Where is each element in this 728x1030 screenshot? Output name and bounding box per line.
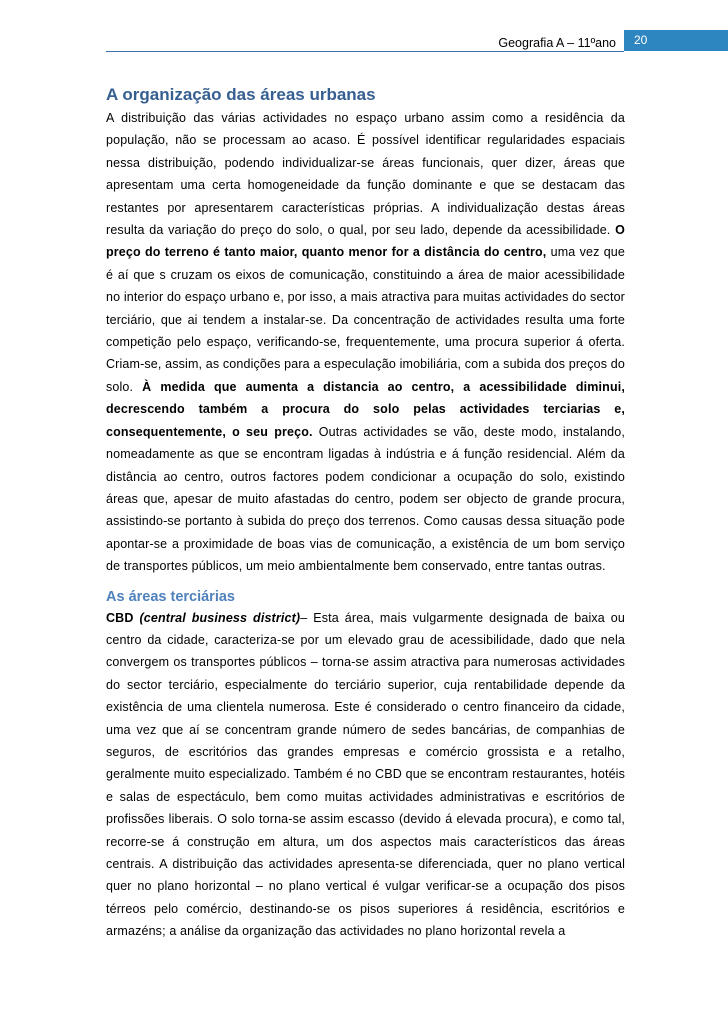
paragraph-cbd	[106, 607, 625, 943]
bold-statement-price-distance: O preço do terreno é tanto maior, quanto menor for a distância do centro,	[106, 223, 625, 260]
section-heading-urban-areas: A organização das áreas urbanas	[106, 85, 376, 104]
document-title: Geografia A – 11ºano	[498, 36, 616, 50]
paragraph-urban-organization	[106, 107, 625, 578]
document-body	[106, 84, 625, 943]
bold-statement-accessibility: À medida que aumenta a distancia ao centro, a acessibilidade diminui, decrescendo também a procura do solo pelas actividades terciarias e, consequentemente, o seu preço.	[106, 379, 626, 439]
page-header	[0, 30, 728, 52]
paragraph-text: A distribuição das várias actividades no espaço urbano assim como a residência da população, não se processam ao acaso. É possível identificar regularidades espaciais nessa distribuição, podendo individualizar-se áreas funcionais, quer dizer, áreas que apresentam uma certa homogeneidade da função dominante e que se destacam das restantes por apresentarem características próprias. A individualização destas áreas resulta da variação do preço do solo, o qual, por seu lado, depende da acessibilidade.	[106, 111, 625, 238]
section-heading-tertiary-areas: As áreas terciárias	[106, 588, 235, 605]
page-number-badge: 20	[624, 30, 728, 51]
cbd-term: CBD	[106, 610, 134, 625]
paragraph-text: uma vez que é aí que s cruzam os eixos de comunicação, constituindo a área de maior acessibilidade no interior do espaço urbano e, por isso, a mais atractiva para muitas actividades do sector terciário, que ai tendem a instalar-se. Da concentração de actividades resulta uma forte competição pelo espaço, verificando-se, frequentemente, uma procura superior á oferta. Criam-se, assim, as condições para a especulação imobiliária, com a subida dos preços do solo.	[106, 245, 625, 394]
cbd-term-expansion: (central business district)	[139, 610, 301, 625]
paragraph-text: Outras actividades se vão, deste modo, instalando, nomeadamente as que se encontram ligadas à indústria e á função residencial. Além da distância ao centro, outros factores podem condicionar a ocupação do solo, existindo áreas que, apesar de muito afastadas do centro, podem ser objecto de grande procura, assistindo-se portanto à subida do preço dos terrenos. Como causas dessa situação pode apontar-se a proximidade de boas vias de comunicação, a existência de um bom serviço de transportes públicos, um meio ambientalmente bem conservado, entre tantas outras.	[106, 424, 626, 574]
paragraph-text: – Esta área, mais vulgarmente designada de baixa ou centro da cidade, caracteriza-se por um elevado grau de acessibilidade, dado que nela convergem os transportes públicos – torna-se assim atractiva para numerosas actividades do sector terciário, especialmente do terciário superior, cuja rentabilidade depende da existência de uma clientela numerosa. Este é considerado o centro financeiro da cidade, uma vez que aí se concentram grande número de sedes bancárias, de companhias de seguros, de escritórios das grandes empresas e comércio grossista e a retalho, geralmente muito especializado. Também é no CBD que se encontram restaurantes, hotéis e salas de espectáculo, bem como muitas actividades administrativas e escritórios de profissões liberais. O solo torna-se assim escasso (devido á elevada procura), e como tal, recorre-se á construção em altura, um dos aspectos mais característicos das áreas centrais. A distribuição das actividades apresenta-se diferenciada, quer no plano vertical quer no plano horizontal – no plano vertical é vulgar verificar-se a ocupação dos pisos térreos pelo comércio, destinando-se os pisos superiores á residência, escritórios e armazéns; a análise da organização das actividades no plano horizontal revela a	[106, 610, 625, 939]
header-divider	[106, 51, 624, 52]
